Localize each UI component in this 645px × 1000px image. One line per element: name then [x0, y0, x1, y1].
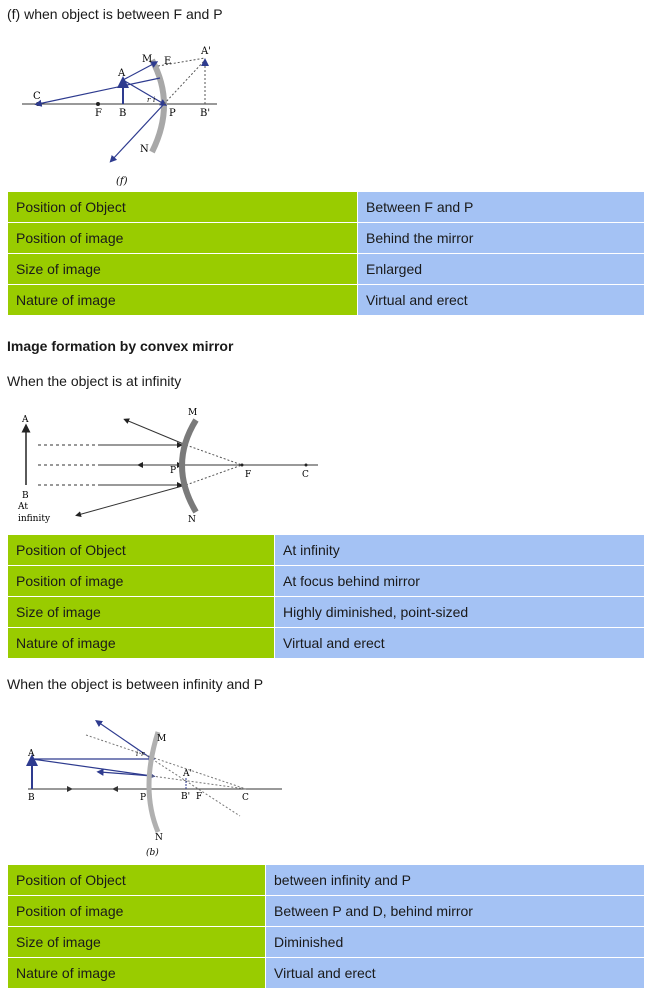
- table-key: Nature of image: [8, 285, 358, 316]
- table-row: [8, 223, 645, 254]
- label-c: C: [33, 91, 41, 102]
- table-value: Virtual and erect: [266, 958, 645, 989]
- table-key: Nature of image: [8, 628, 275, 659]
- convex-between-heading: When the object is between infinity and P: [7, 676, 264, 692]
- label-m: M: [188, 408, 198, 418]
- table-row: [8, 865, 645, 896]
- label-a-image: A': [201, 46, 211, 57]
- table-key: Size of image: [8, 254, 358, 285]
- label-b-image: B': [181, 792, 191, 802]
- figure-caption: (b): [146, 848, 159, 858]
- label-r: r: [147, 96, 151, 104]
- label-a-image: A': [183, 769, 192, 779]
- table-key: Position of Object: [8, 535, 275, 566]
- table-key: Position of Object: [8, 192, 358, 223]
- label-f: F: [245, 470, 252, 480]
- convex-mirror: [149, 732, 158, 832]
- table-key: Position of image: [8, 896, 266, 927]
- table-row: [8, 597, 645, 628]
- diagram-concave-object-between-f-and-p: [0, 40, 260, 190]
- table-row: [8, 285, 645, 316]
- table-value: Virtual and erect: [358, 285, 645, 316]
- ray-a-to-m: [123, 63, 155, 80]
- label-at-infinity: At: [18, 502, 28, 512]
- table-row: [8, 896, 645, 927]
- section-f-heading: (f) when object is between F and P: [7, 6, 223, 22]
- table-value: Enlarged: [358, 254, 645, 285]
- table-key: Position of image: [8, 223, 358, 254]
- label-b-image: B': [200, 108, 211, 119]
- table-value: Highly diminished, point-sized: [275, 597, 645, 628]
- table-value: between infinity and P: [266, 865, 645, 896]
- table-key: Size of image: [8, 597, 275, 628]
- label-e: E: [164, 56, 172, 67]
- figure-caption: (f): [116, 176, 128, 187]
- label-p: P: [170, 466, 177, 476]
- diagram-convex-object-between-infinity-and-p: [0, 715, 300, 865]
- label-b: B: [119, 108, 127, 119]
- label-b: B: [28, 793, 35, 803]
- table-key: Position of image: [8, 566, 275, 597]
- table-value: At infinity: [275, 535, 645, 566]
- label-m: M: [142, 54, 153, 65]
- table-row: [8, 958, 645, 989]
- table-key: Size of image: [8, 927, 266, 958]
- table-row: [8, 927, 645, 958]
- label-a: A: [118, 68, 126, 79]
- diagram-convex-object-at-infinity: [0, 400, 330, 530]
- table-row: [8, 628, 645, 659]
- table-row: [8, 192, 645, 223]
- table-row: [8, 535, 645, 566]
- label-i: i: [136, 750, 139, 758]
- table-infinity: [7, 534, 645, 659]
- label-f: F: [95, 108, 102, 119]
- convex-infinity-heading: When the object is at infinity: [7, 373, 182, 389]
- table-value: Diminished: [266, 927, 645, 958]
- table-row: [8, 254, 645, 285]
- label-i: i: [153, 96, 156, 104]
- label-r: r: [141, 750, 145, 758]
- table-value: Virtual and erect: [275, 628, 645, 659]
- image-arrowhead: [201, 58, 209, 66]
- label-m: M: [157, 734, 167, 744]
- table-value: Behind the mirror: [358, 223, 645, 254]
- point-f: [96, 102, 100, 106]
- label-n: N: [155, 833, 163, 843]
- table-key: Position of Object: [8, 865, 266, 896]
- label-a: A: [28, 749, 35, 759]
- table-value: Between P and D, behind mirror: [266, 896, 645, 927]
- ray-a-to-p: [123, 80, 164, 104]
- label-f: F: [196, 792, 203, 802]
- label-n: N: [140, 144, 149, 155]
- convex-mirror: [182, 420, 196, 512]
- label-a: A: [22, 415, 29, 425]
- label-p: P: [169, 108, 176, 119]
- table-row: [8, 566, 645, 597]
- label-n: N: [188, 515, 196, 525]
- label-infinity: infinity: [18, 514, 51, 524]
- table-key: Nature of image: [8, 958, 266, 989]
- label-c: C: [302, 470, 309, 480]
- convex-section-title: Image formation by convex mirror: [7, 338, 234, 354]
- table-value: At focus behind mirror: [275, 566, 645, 597]
- table-between: [7, 864, 645, 989]
- label-c: C: [242, 793, 249, 803]
- table-value: Between F and P: [358, 192, 645, 223]
- table-f: [7, 191, 645, 316]
- label-b: B: [22, 491, 29, 501]
- label-p: P: [140, 793, 147, 803]
